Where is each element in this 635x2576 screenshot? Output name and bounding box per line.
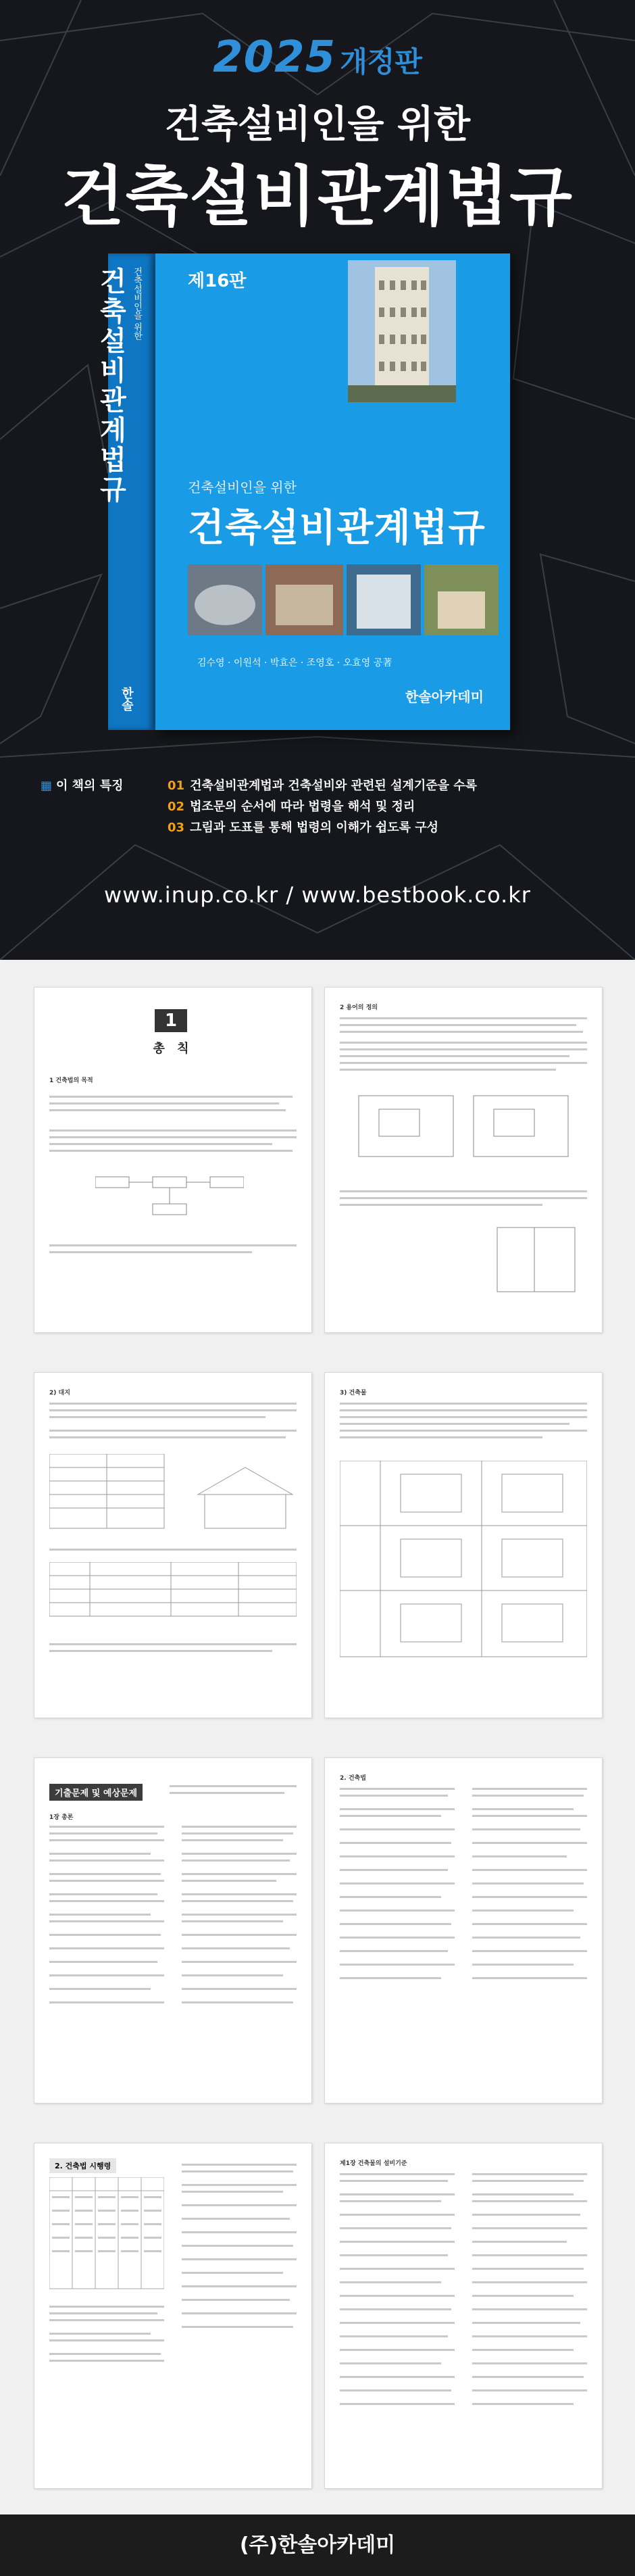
features-heading — [41, 776, 124, 794]
section-heading: 3) 건축물 — [340, 1390, 367, 1396]
book-edition: 제16판 — [188, 271, 247, 291]
book-publisher: 한솔아카데미 — [405, 689, 484, 705]
website-urls[interactable]: www.inup.co.kr / www.bestbook.co.kr — [104, 882, 531, 908]
chapter-name: 총 칙 — [153, 1042, 193, 1056]
sample-page-right — [324, 2143, 603, 2489]
sample-page-left — [34, 1757, 312, 2104]
feature-text: 건축설비관계법과 건축설비와 관련된 설계기준을 수록 — [190, 779, 478, 793]
spine-publisher: 한솔 — [120, 687, 134, 711]
section-heading: 2. 건축법 — [340, 1775, 366, 1782]
edition-year: 2025 — [213, 32, 336, 82]
spine-text — [95, 267, 143, 505]
flow-diagram — [95, 1170, 244, 1224]
feature-number: 03 — [168, 821, 185, 835]
grid-icon: ▦ — [41, 779, 53, 793]
sample-pages — [0, 960, 635, 2514]
answer-table — [49, 2177, 164, 2292]
page-spread — [34, 1372, 601, 1717]
sample-page-right — [324, 1372, 603, 1718]
feature-item — [168, 818, 477, 839]
section-heading: 1 건축법의 목적 — [49, 1077, 93, 1084]
book-title: 건축설비관계법규 — [188, 506, 486, 550]
sample-page-left — [34, 987, 312, 1333]
site-diagram — [352, 1089, 575, 1170]
feature-text: 그림과 도표를 통해 법령의 이해가 쉽도록 구성 — [190, 821, 439, 835]
sample-page-right — [324, 987, 603, 1333]
page-spread — [34, 987, 601, 1332]
building-table — [49, 1454, 297, 1535]
sample-page-left — [34, 2143, 312, 2489]
plan-diagram — [494, 1224, 582, 1298]
edition-heading — [0, 32, 635, 82]
features-heading-text: 이 책의 특징 — [56, 779, 124, 793]
sample-page-left — [34, 1372, 312, 1718]
spine-title: 건축설비관계법규 — [95, 267, 126, 505]
feature-number: 01 — [168, 779, 185, 793]
feature-text: 법조문의 순서에 따라 법령을 해석 및 정리 — [190, 800, 415, 814]
hero-title: 건축설비관계법규 — [61, 159, 574, 235]
feature-item — [168, 776, 477, 797]
section-heading: 제1장 건축물의 설비기준 — [340, 2160, 407, 2167]
section-heading: 2 용어의 정의 — [340, 1004, 378, 1011]
book-cover-image — [95, 253, 510, 730]
hero-subtitle: 건축설비인을 위한 — [164, 103, 471, 147]
features-list — [168, 776, 477, 839]
tower-photo — [348, 260, 456, 402]
spine-subtitle: 건축설비인을 위한 — [132, 267, 142, 341]
section-heading: 2) 대지 — [49, 1390, 70, 1396]
chapter-number: 1 — [155, 1009, 187, 1032]
diagram-grid — [340, 1461, 587, 1663]
footer-publisher: (주)한솔아카데미 — [0, 2514, 635, 2576]
answer-section-tag: 2. 건축법 시행령 — [49, 2158, 116, 2173]
book-subtitle: 건축설비인을 위한 — [188, 479, 297, 495]
feature-item — [168, 797, 477, 818]
page-spread — [34, 2143, 601, 2487]
building-photo-strip — [188, 564, 499, 635]
data-table — [49, 1562, 297, 1623]
book-authors: 김수영 · 이원석 · 박효은 · 조영호 · 오효영 공著 — [197, 658, 392, 669]
feature-number: 02 — [168, 800, 185, 814]
hero-banner — [0, 0, 635, 960]
book-front-cover — [155, 253, 510, 730]
sample-page-right — [324, 1757, 603, 2104]
edition-suffix: 개정판 — [340, 45, 422, 78]
book-spine — [95, 253, 155, 730]
page-spread — [34, 1757, 601, 2102]
exam-section-tag: 기출문제 및 예상문제 — [49, 1784, 143, 1801]
section-heading: 1장 총론 — [49, 1814, 74, 1821]
